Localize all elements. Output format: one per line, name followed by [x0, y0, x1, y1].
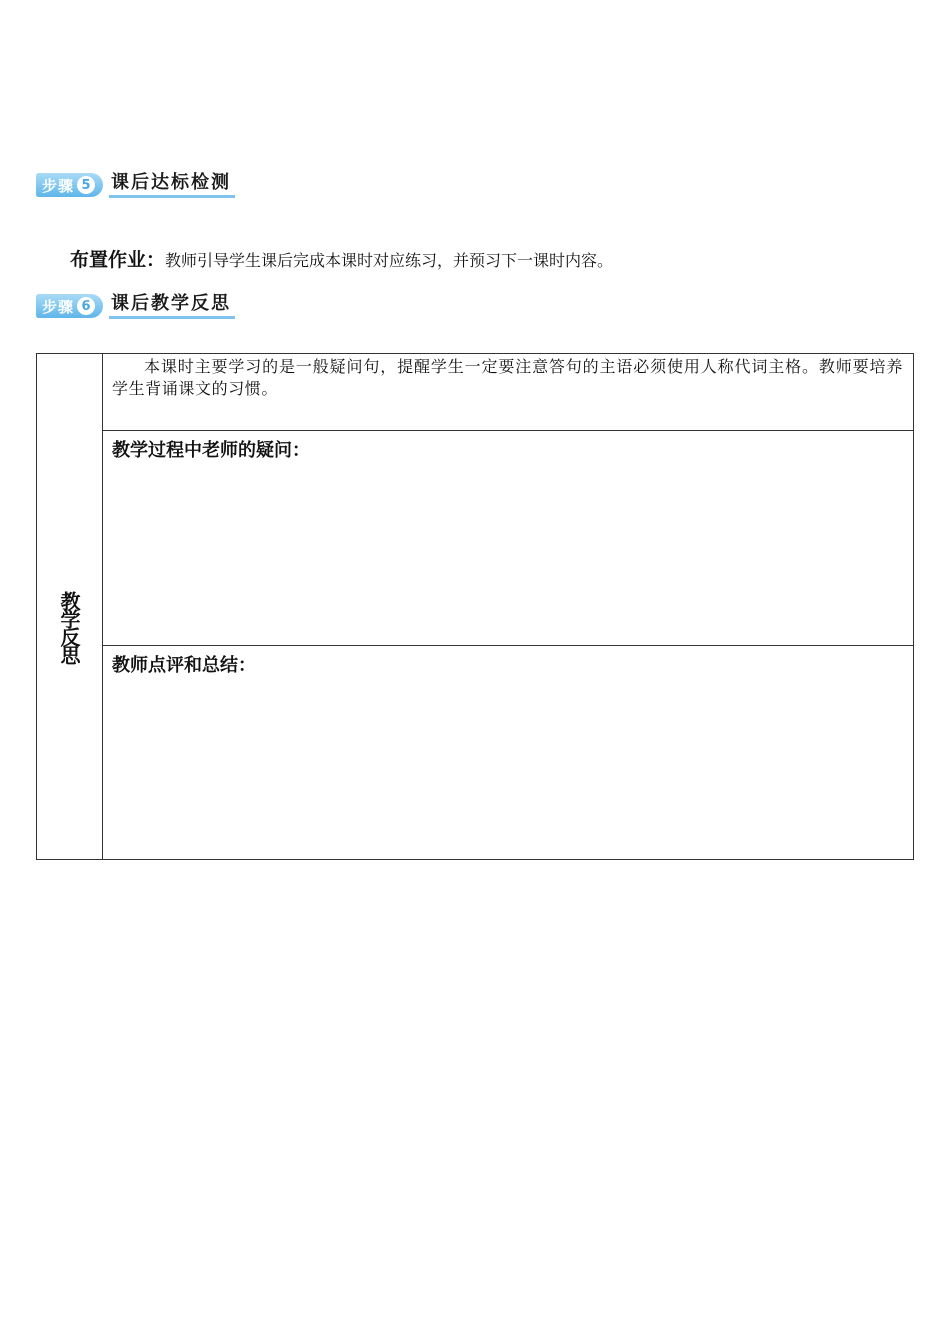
step-title: 课后教学反思 — [109, 293, 235, 319]
step-badge-label: 步骤 — [42, 297, 75, 316]
questions-label: 教学过程中老师的疑问： — [112, 440, 310, 461]
step-number: 5 — [77, 176, 95, 194]
homework-label: 布置作业： — [70, 249, 166, 271]
homework-line — [70, 245, 613, 272]
step-5-header — [36, 171, 235, 199]
comments-label: 教师点评和总结： — [112, 655, 256, 676]
step-badge — [36, 173, 103, 197]
summary-text: 本课时主要学习的是一般疑问句，提醒学生一定要注意答句的主语必须使用人称代词主格。教师要培养学生背诵课文的习惯。 — [112, 357, 903, 398]
comments-row[interactable] — [103, 646, 913, 859]
step-6-header — [36, 292, 235, 320]
step-title: 课后达标检测 — [109, 172, 235, 198]
side-cell — [37, 354, 103, 859]
summary-row — [103, 354, 913, 431]
main-column — [103, 354, 913, 859]
side-label: 教学反思 — [57, 590, 81, 663]
step-badge — [36, 294, 103, 318]
step-badge-label: 步骤 — [42, 176, 75, 195]
homework-text: 教师引导学生课后完成本课时对应练习，并预习下一课时内容。 — [165, 251, 614, 270]
reflection-table — [36, 353, 914, 860]
questions-row[interactable] — [103, 431, 913, 646]
step-number: 6 — [77, 297, 95, 315]
